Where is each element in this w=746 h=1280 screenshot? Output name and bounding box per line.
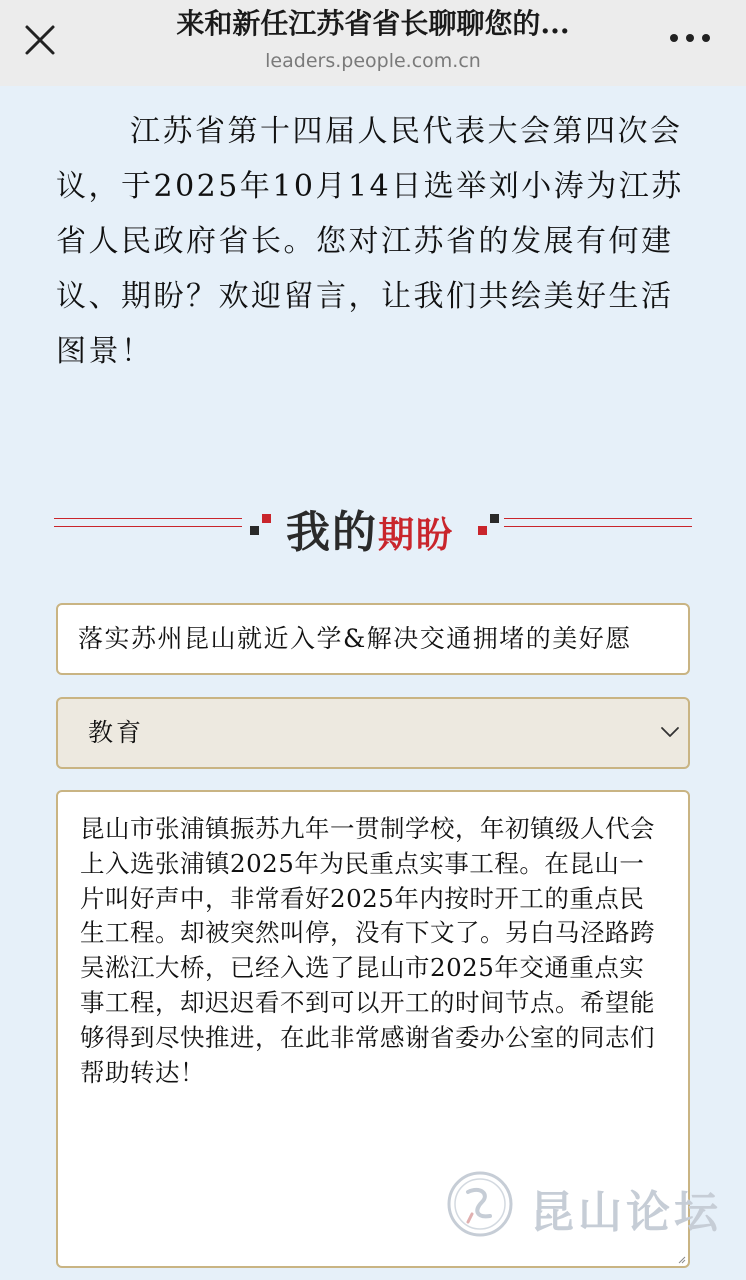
header-square-dark <box>490 514 499 523</box>
more-button[interactable] <box>664 22 716 54</box>
category-select-value: 教育 <box>88 718 145 747</box>
resize-grip-icon[interactable] <box>677 1255 686 1264</box>
title-input[interactable]: 落实苏州昆山就近入学&解决交通拥堵的美好愿 <box>56 603 690 675</box>
close-button[interactable] <box>18 18 62 62</box>
close-icon <box>18 18 62 62</box>
header-line-left-bottom <box>54 526 242 527</box>
category-select[interactable] <box>56 697 690 769</box>
header-square-red <box>262 514 271 523</box>
section-header <box>54 490 692 560</box>
section-title-accent: 期盼 <box>378 515 455 556</box>
content-text: 昆山市张浦镇振苏九年一贯制学校，年初镇级人代会上入选张浦镇2025年为民重点实事工程。在昆山一片叫好声中，非常看好2025年内按时开工的重点民生工程。却被突然叫停，没有下文了。另白马泾路跨吴淞江大桥，已经入选了昆山市2025年交通重点实事工程，却迟迟看不到可以开工的时间节点。希望能够得到尽快推进，在此非常感谢省委办公室的同志们帮助转达！ <box>80 814 655 1087</box>
watermark <box>446 1170 742 1242</box>
watermark-text: 昆山论坛 <box>530 1187 722 1238</box>
chevron-down-icon <box>660 725 680 739</box>
intro-paragraph: 江苏省第十四届人民代表大会第四次会议，于2025年10月14日选举刘小涛为江苏省人民政府省长。您对江苏省的发展有何建议、期盼？欢迎留言，让我们共绘美好生活图景！ <box>56 114 684 369</box>
header-line-left-top <box>54 518 242 519</box>
section-title <box>286 496 454 560</box>
page-url: leaders.people.com.cn <box>265 50 481 72</box>
header-line-right-bottom <box>504 526 692 527</box>
header-line-right-top <box>504 518 692 519</box>
header-square-red <box>478 526 487 535</box>
page-title: 来和新任江苏省省长聊聊您的... <box>176 7 570 40</box>
watermark-logo-icon <box>446 1170 514 1238</box>
header-square-dark <box>250 526 259 535</box>
section-title-main: 我的 <box>286 507 378 558</box>
more-dots-icon <box>664 22 716 54</box>
browser-top-bar <box>0 0 746 86</box>
